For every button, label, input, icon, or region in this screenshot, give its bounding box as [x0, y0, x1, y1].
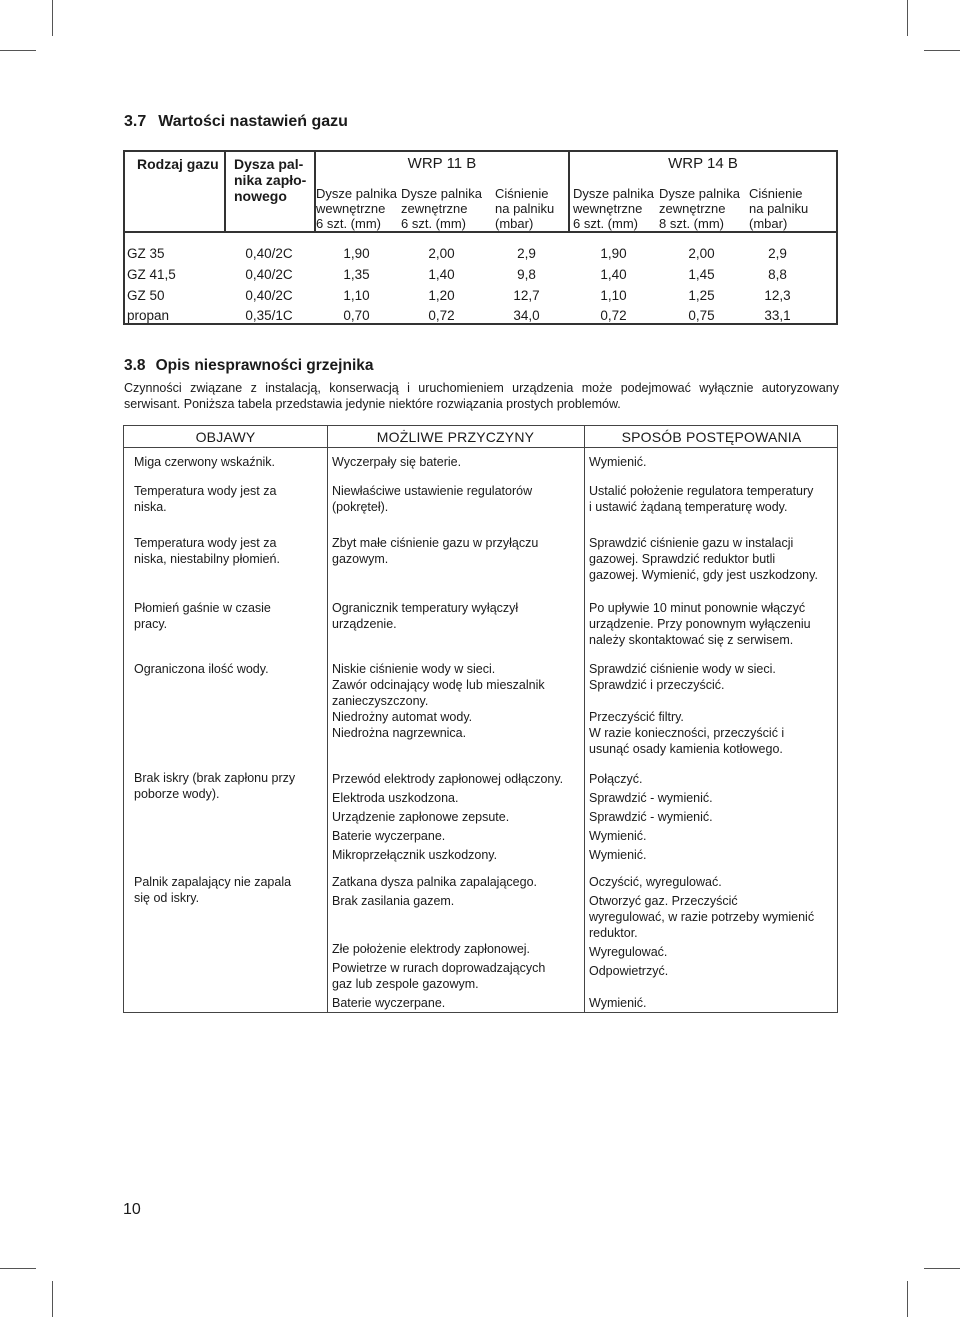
col-header-actions: SPOSÓB POSTĘPOWANIA	[621, 429, 802, 445]
gas-settings-table: Rodzaj gazu Dysza pal- nika zapło- nowego WRP 11 B WRP 14 B Dysze palnika wewnętrzne 6 szt. (mm) Dysze palnika zewnętrzne 6 szt. (mm) Ciśnienie na palniku (mbar) Dysze palnika wewnętrzne 6 szt. (mm) Dysze palnika zewnętrzne 8 szt. (mm) Ciśnienie na palniku (mbar) GZ 35 0,40/2C 1,90 2,00 2,9 1,90 2,00 2,9 GZ 41,5 0,40/2C 1,35 1,40 9,8 1,40 1,45 8,8 GZ 50 0,40/2C 1,10 1,20 12,7 1,10 1,25 12,3 propan 0,35/1C 0,70 0,72 34,0 0,72 0,75 33,1	[123, 150, 838, 325]
sub-header: Dysze palnika zewnętrzne 6 szt. (mm)	[401, 186, 482, 231]
cause-cell: Zatkana dysza palnika zapalającego. Brak zasilania gazem. Złe położenie elektrody zapłonowej. Powietrze w rurach doprowadzających gaz lub zespole gazowym. Baterie wyczerpane.	[332, 875, 546, 1010]
col-header-symptoms: OBJAWY	[195, 429, 256, 445]
table-divider	[584, 426, 585, 1012]
action-cell: Po upływie 10 minut ponownie włączyć urządzenie. Przy ponownym wyłączeniu należy skontaktować się z serwisem.	[589, 601, 811, 647]
group-header-wrp14b: WRP 14 B	[668, 155, 738, 172]
cause-cell: Niskie ciśnienie wody w sieci. Zawór odcinający wodę lub mieszalnik zanieczyszczony. Niedrożny automat wody. Niedrożna nagrzewnica.	[332, 662, 545, 740]
crop-mark	[0, 1268, 36, 1269]
symptom-cell: Płomień gaśnie w czasie pracy.	[134, 601, 271, 631]
col-header-pilot-nozzle: Dysza pal- nika zapło- nowego	[234, 156, 307, 204]
table-divider	[224, 152, 226, 231]
section-heading-faults	[124, 357, 374, 375]
sub-header: Dysze palnika wewnętrzne 6 szt. (mm)	[316, 186, 397, 231]
symptom-cell: Temperatura wody jest za niska.	[134, 484, 277, 514]
cause-cell: Wyczerpały się baterie.	[332, 455, 462, 469]
cause-cell: Zbyt małe ciśnienie gazu w przyłączu gazowym.	[332, 536, 539, 566]
col-header-causes: MOŻLIWE PRZYCZYNY	[376, 429, 535, 445]
action-cell: Sprawdzić ciśnienie wody w sieci. Sprawdzić i przeczyścić. Przeczyścić filtry. W razie konieczności, przeczyścić i usunąć osady kamienia kotłowego.	[589, 662, 785, 756]
crop-mark	[907, 0, 908, 36]
action-cell: Połączyć. Sprawdzić - wymienić. Sprawdzić - wymienić. Wymienić. Wymienić.	[589, 772, 713, 862]
symptom-cell: Temperatura wody jest za niska, niestabilny płomień.	[134, 536, 280, 566]
sub-header: Dysze palnika zewnętrzne 8 szt. (mm)	[659, 186, 740, 231]
crop-mark	[52, 0, 53, 36]
group-header-wrp11b: WRP 11 B	[407, 155, 477, 172]
crop-mark	[52, 1281, 53, 1317]
crop-mark	[907, 1281, 908, 1317]
crop-mark	[924, 1268, 960, 1269]
section-number: 3.7	[124, 113, 147, 130]
table-divider	[125, 231, 836, 233]
action-cell: Oczyścić, wyregulować. Otworzyć gaz. Przeczyścić wyregulować, w razie potrzeby wymienić reduktor. Wyregulować. Odpowietrzyć. Wymienić.	[589, 875, 815, 1010]
sub-header: Ciśnienie na palniku (mbar)	[495, 186, 555, 231]
symptom-cell: Ograniczona ilość wody.	[134, 662, 269, 676]
section-heading-gas-settings	[124, 113, 348, 131]
page-number: 10	[123, 1201, 141, 1218]
table-divider	[124, 447, 837, 448]
fault-table	[123, 425, 838, 1013]
symptom-cell: Brak iskry (brak zapłonu przy poborze wody).	[134, 771, 296, 801]
symptom-cell: Miga czerwony wskaźnik.	[134, 455, 276, 469]
crop-mark	[0, 50, 36, 51]
col-header-gas-type: Rodzaj gazu	[137, 156, 219, 172]
action-cell: Sprawdzić ciśnienie gazu w instalacji gazowej. Sprawdzić reduktor butli gazowej. Wymienić, gdy jest uszkodzony.	[589, 536, 818, 582]
section-number: 3.8	[124, 357, 146, 374]
section-title: Wartości nastawień gazu	[158, 113, 348, 130]
table-divider	[327, 426, 328, 1012]
intro-paragraph: Czynności związane z instalacją, konserwacją i uruchomieniem urządzenia może podejmować wyłącznie autoryzowany serwisant. Poniższa tabela przedstawia jedynie niektóre rozwiązania prostych problemów.	[124, 381, 839, 411]
action-cell: Ustalić położenie regulatora temperatury i ustawić żądaną temperaturę wody.	[589, 484, 814, 514]
sub-header: Ciśnienie na palniku (mbar)	[749, 186, 809, 231]
cause-cell: Przewód elektrody zapłonowej odłączony. Elektroda uszkodzona. Urządzenie zapłonowe zepsute. Baterie wyczerpane. Mikroprzełącznik uszkodzony.	[332, 772, 564, 862]
symptom-cell: Palnik zapalający nie zapala się od iskry.	[134, 875, 292, 905]
cause-cell: Ogranicznik temperatury wyłączył urządzenie.	[332, 601, 519, 631]
crop-mark	[924, 50, 960, 51]
cause-cell: Niewłaściwe ustawienie regulatorów (pokręteł).	[332, 484, 533, 514]
section-title: Opis niesprawności grzejnika	[155, 357, 374, 374]
sub-header: Dysze palnika wewnętrzne 6 szt. (mm)	[573, 186, 654, 231]
action-cell: Wymienić.	[589, 455, 647, 469]
